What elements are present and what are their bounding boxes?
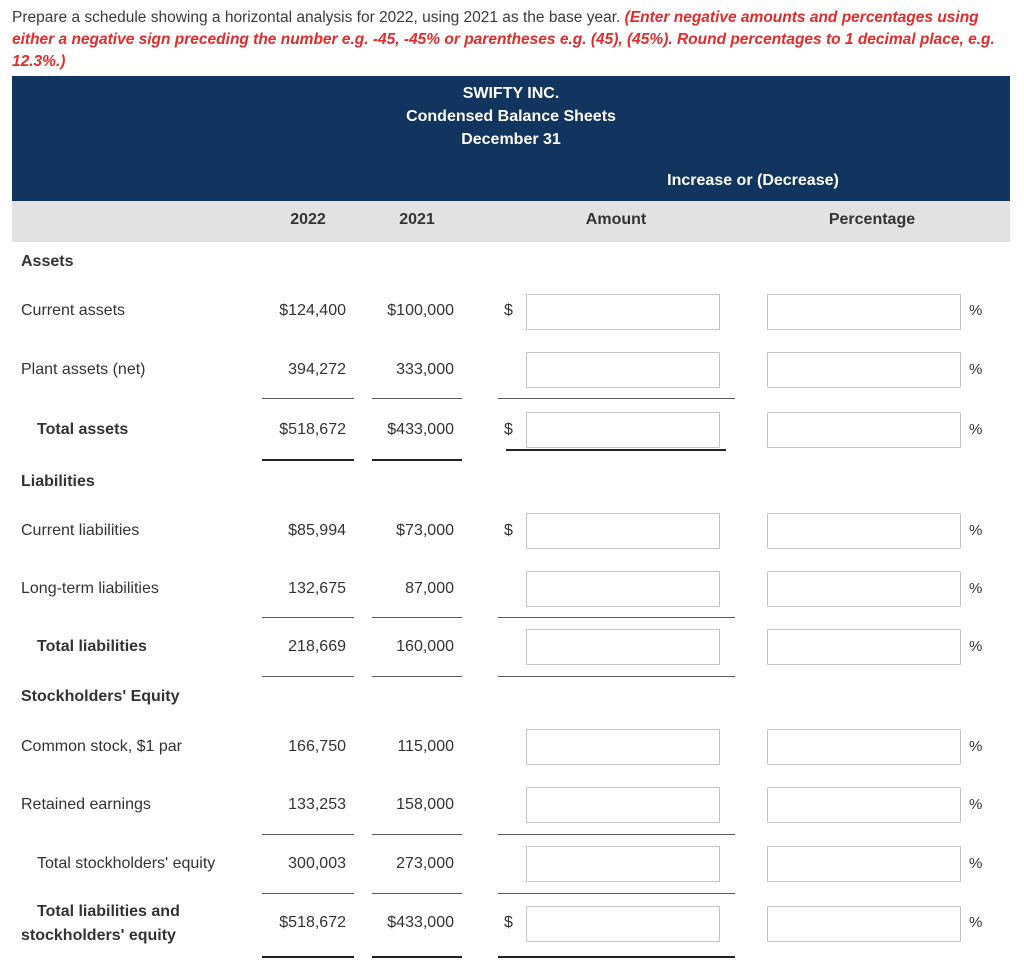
row-label-long-term-liabilities: Long-term liabilities [21, 580, 159, 597]
total-rule [262, 459, 354, 461]
percentage-input-common-stock[interactable] [767, 729, 961, 765]
instructions-note: (Enter negative amounts and percentages using either a negative sign preceding the number e.g. -45, -45% or parentheses e.g. (45), (45%). Round percentages to 1 decimal place, e.g. 12.3%.) [12, 9, 995, 70]
percentage-input-total-assets[interactable] [767, 412, 961, 448]
subtotal-rule [372, 617, 462, 618]
row-label-total-assets: Total assets [37, 421, 129, 438]
dollar-sign: $ [504, 302, 513, 319]
value-2021: 333,000 [396, 361, 454, 378]
value-2021: 160,000 [396, 638, 454, 655]
section-stockholders-equity: Stockholders' Equity [21, 688, 180, 705]
subtotal-rule [498, 617, 735, 618]
statement-title: Condensed Balance Sheets [406, 108, 616, 125]
row-label-plant-assets: Plant assets (net) [21, 361, 146, 378]
percentage-input-current-liabilities[interactable] [767, 513, 961, 549]
value-2021: 158,000 [396, 796, 454, 813]
value-2022: $85,994 [288, 522, 346, 539]
percent-sign: % [969, 796, 983, 813]
row-label-current-liabilities: Current liabilities [21, 522, 140, 539]
total-rule [498, 956, 735, 958]
value-2022: $518,672 [279, 914, 346, 931]
statement-header [12, 76, 1010, 201]
value-2021: $433,000 [387, 914, 454, 931]
percentage-input-long-term-liabilities[interactable] [767, 571, 961, 607]
total-rule [506, 449, 726, 451]
total-rule [372, 956, 462, 958]
row-label-total-liabilities: Total liabilities [37, 638, 147, 655]
subtotal-rule [372, 676, 462, 677]
percent-sign: % [969, 738, 983, 755]
value-2022: 218,669 [288, 638, 346, 655]
row-label-retained-earnings: Retained earnings [21, 796, 151, 813]
increase-decrease-heading: Increase or (Decrease) [667, 172, 839, 189]
subtotal-rule [262, 398, 354, 399]
row-label-total-liabilities-and-equity-line1: Total liabilities and [37, 903, 180, 920]
instructions-text: Prepare a schedule showing a horizontal analysis for 2022, using 2021 as the base year. [12, 9, 625, 26]
amount-input-total-assets[interactable] [526, 412, 720, 448]
subtotal-rule [262, 676, 354, 677]
amount-input-current-liabilities[interactable] [526, 513, 720, 549]
row-label-total-stockholders-equity: Total stockholders' equity [37, 855, 216, 872]
subtotal-rule [372, 398, 462, 399]
section-liabilities: Liabilities [21, 473, 95, 490]
value-2022: 166,750 [288, 738, 346, 755]
column-percentage: Percentage [828, 211, 916, 228]
percentage-input-retained-earnings[interactable] [767, 787, 961, 823]
company-name: SWIFTY INC. [462, 85, 560, 102]
statement-date: December 31 [461, 131, 561, 148]
total-rule [372, 459, 462, 461]
value-2022: 300,003 [288, 855, 346, 872]
row-label-common-stock: Common stock, $1 par [21, 738, 182, 755]
value-2022: 132,675 [288, 580, 346, 597]
value-2022: $124,400 [279, 302, 346, 319]
subtotal-rule [498, 834, 735, 835]
percent-sign: % [969, 361, 983, 378]
subtotal-rule [498, 676, 735, 677]
percent-sign: % [969, 580, 983, 597]
amount-input-total-liabilities[interactable] [526, 629, 720, 665]
percent-sign: % [969, 302, 983, 319]
subtotal-rule [262, 617, 354, 618]
subtotal-rule [262, 893, 354, 894]
row-label-current-assets: Current assets [21, 302, 126, 319]
percentage-input-total-stockholders-equity[interactable] [767, 846, 961, 882]
amount-input-total-liabilities-and-equity[interactable] [526, 906, 720, 942]
subtotal-rule [498, 893, 735, 894]
subtotal-rule [372, 834, 462, 835]
percent-sign: % [969, 638, 983, 655]
amount-input-total-stockholders-equity[interactable] [526, 846, 720, 882]
percent-sign: % [969, 421, 983, 438]
amount-input-common-stock[interactable] [526, 729, 720, 765]
percent-sign: % [969, 855, 983, 872]
amount-input-plant-assets[interactable] [526, 352, 720, 388]
value-2021: 87,000 [405, 580, 454, 597]
value-2021: $73,000 [396, 522, 454, 539]
column-2021: 2021 [399, 211, 435, 228]
dollar-sign: $ [504, 421, 513, 438]
percent-sign: % [969, 914, 983, 931]
value-2022: 133,253 [288, 796, 346, 813]
value-2021: 273,000 [396, 855, 454, 872]
dollar-sign: $ [504, 914, 513, 931]
column-2022: 2022 [290, 211, 326, 228]
value-2022: 394,272 [288, 361, 346, 378]
amount-input-long-term-liabilities[interactable] [526, 571, 720, 607]
percentage-input-total-liabilities[interactable] [767, 629, 961, 665]
dollar-sign: $ [504, 522, 513, 539]
percent-sign: % [969, 522, 983, 539]
section-assets: Assets [21, 253, 74, 270]
total-rule [262, 956, 354, 958]
subtotal-rule [262, 834, 354, 835]
row-label-total-liabilities-and-equity-line2: stockholders' equity [21, 927, 176, 944]
percentage-input-plant-assets[interactable] [767, 352, 961, 388]
value-2021: 115,000 [397, 738, 454, 755]
subtotal-rule [372, 893, 462, 894]
value-2021: $100,000 [387, 302, 454, 319]
subtotal-rule [498, 398, 735, 399]
column-amount: Amount [585, 211, 647, 228]
value-2022: $518,672 [279, 421, 346, 438]
value-2021: $433,000 [387, 421, 454, 438]
amount-input-retained-earnings[interactable] [526, 787, 720, 823]
instructions [12, 7, 1017, 73]
amount-input-current-assets[interactable] [526, 294, 720, 330]
percentage-input-total-liabilities-and-equity[interactable] [767, 906, 961, 942]
percentage-input-current-assets[interactable] [767, 294, 961, 330]
